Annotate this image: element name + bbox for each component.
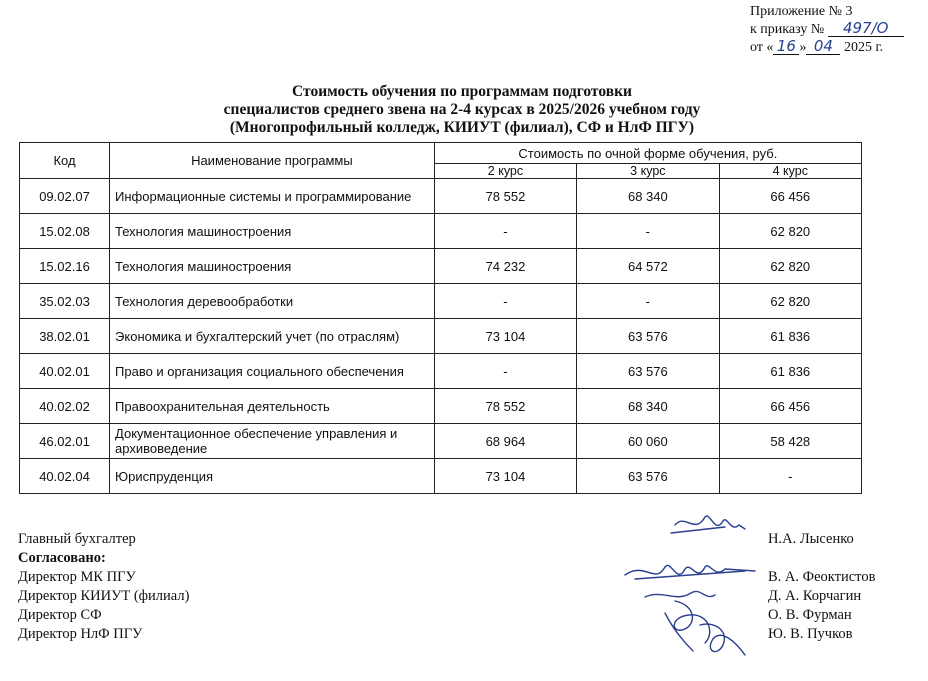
header-course-3: 3 курс	[577, 164, 719, 179]
signature-row	[18, 530, 898, 549]
row-name: Документационное обеспечение управления и архивоведение	[110, 424, 435, 459]
title-line-1: Стоимость обучения по программам подготовки	[292, 83, 632, 100]
signer-name: Н.А. Лысенко	[768, 531, 854, 547]
row-cost-4: 66 456	[719, 179, 861, 214]
row-name: Технология деревообработки	[110, 284, 435, 319]
appendix-header	[750, 4, 904, 56]
row-name: Правоохранительная деятельность	[110, 389, 435, 424]
row-cost-3: 63 576	[577, 319, 719, 354]
date-month: 04	[806, 38, 840, 55]
signer-name: Д. А. Корчагин	[768, 588, 862, 604]
row-cost-3: 68 340	[577, 179, 719, 214]
order-number: 497/О	[828, 20, 904, 37]
signature-row	[18, 606, 898, 625]
signer-position: Директор НлФ ПГУ	[18, 626, 143, 642]
title-line-2: специалистов среднего звена на 2-4 курсах в 2025/2026 учебном году	[223, 101, 701, 118]
row-code: 40.02.01	[20, 354, 110, 389]
table-row	[20, 389, 862, 424]
row-cost-3: 63 576	[577, 354, 719, 389]
row-cost-4: -	[719, 459, 861, 494]
row-code: 46.02.01	[20, 424, 110, 459]
row-cost-2: 73 104	[434, 459, 576, 494]
row-cost-2: 73 104	[434, 319, 576, 354]
row-cost-2: 78 552	[434, 389, 576, 424]
row-name: Информационные системы и программирование	[110, 179, 435, 214]
row-name: Экономика и бухгалтерский учет (по отраслям)	[110, 319, 435, 354]
row-name: Технология машиностроения	[110, 249, 435, 284]
row-code: 40.02.04	[20, 459, 110, 494]
row-name: Технология машиностроения	[110, 214, 435, 249]
signer-position: Главный бухгалтер	[18, 531, 136, 547]
row-cost-2: -	[434, 284, 576, 319]
appendix-number: Приложение № 3	[750, 4, 853, 19]
row-cost-3: 60 060	[577, 424, 719, 459]
date-mid: »	[799, 40, 807, 55]
row-cost-4: 62 820	[719, 284, 861, 319]
table-row	[20, 284, 862, 319]
agreed-row	[18, 549, 898, 568]
header-course-2: 2 курс	[434, 164, 576, 179]
row-cost-3: -	[577, 284, 719, 319]
date-line	[750, 38, 904, 56]
table-row	[20, 249, 862, 284]
signer-position: Директор СФ	[18, 607, 102, 623]
title-line-3: (Многопрофильный колледж, КИИУТ (филиал), СФ и НлФ ПГУ)	[229, 119, 695, 136]
agreed-label: Согласовано:	[18, 550, 106, 566]
signer-name: В. А. Феоктистов	[768, 569, 876, 585]
signature-block	[18, 530, 898, 644]
row-code: 09.02.07	[20, 179, 110, 214]
table-row	[20, 459, 862, 494]
table-row	[20, 354, 862, 389]
signer-position: Директор МК ПГУ	[18, 569, 136, 585]
table-row	[20, 179, 862, 214]
row-cost-3: 63 576	[577, 459, 719, 494]
header-cost: Стоимость по очной форме обучения, руб.	[434, 143, 861, 164]
row-name: Право и организация социального обеспечения	[110, 354, 435, 389]
row-cost-2: 68 964	[434, 424, 576, 459]
header-code: Код	[20, 143, 110, 179]
row-cost-2: -	[434, 354, 576, 389]
row-cost-3: 64 572	[577, 249, 719, 284]
date-prefix: от «	[750, 40, 774, 55]
signer-name: О. В. Фурман	[768, 607, 852, 623]
row-cost-4: 62 820	[719, 249, 861, 284]
row-code: 40.02.02	[20, 389, 110, 424]
row-cost-4: 66 456	[719, 389, 861, 424]
row-code: 38.02.01	[20, 319, 110, 354]
row-cost-3: -	[577, 214, 719, 249]
header-course-4: 4 курс	[719, 164, 861, 179]
signer-name: Ю. В. Пучков	[768, 626, 853, 642]
row-cost-4: 58 428	[719, 424, 861, 459]
order-line	[750, 20, 904, 38]
date-day: 16	[773, 38, 799, 55]
row-code: 35.02.03	[20, 284, 110, 319]
row-code: 15.02.16	[20, 249, 110, 284]
row-cost-3: 68 340	[577, 389, 719, 424]
signature-row	[18, 625, 898, 644]
signature-row	[18, 568, 898, 587]
header-name: Наименование программы	[110, 143, 435, 179]
order-prefix: к приказу №	[750, 22, 825, 37]
table-row	[20, 319, 862, 354]
cost-table	[19, 142, 862, 494]
date-year: 2025 г.	[843, 40, 884, 55]
row-cost-2: 74 232	[434, 249, 576, 284]
table-row	[20, 214, 862, 249]
row-cost-4: 61 836	[719, 319, 861, 354]
row-code: 15.02.08	[20, 214, 110, 249]
row-cost-2: 78 552	[434, 179, 576, 214]
row-cost-2: -	[434, 214, 576, 249]
row-name: Юриспруденция	[110, 459, 435, 494]
signature-row	[18, 587, 898, 606]
table-row	[20, 424, 862, 459]
row-cost-4: 61 836	[719, 354, 861, 389]
document-title	[120, 83, 804, 137]
signer-position: Директор КИИУТ (филиал)	[18, 588, 190, 604]
row-cost-4: 62 820	[719, 214, 861, 249]
